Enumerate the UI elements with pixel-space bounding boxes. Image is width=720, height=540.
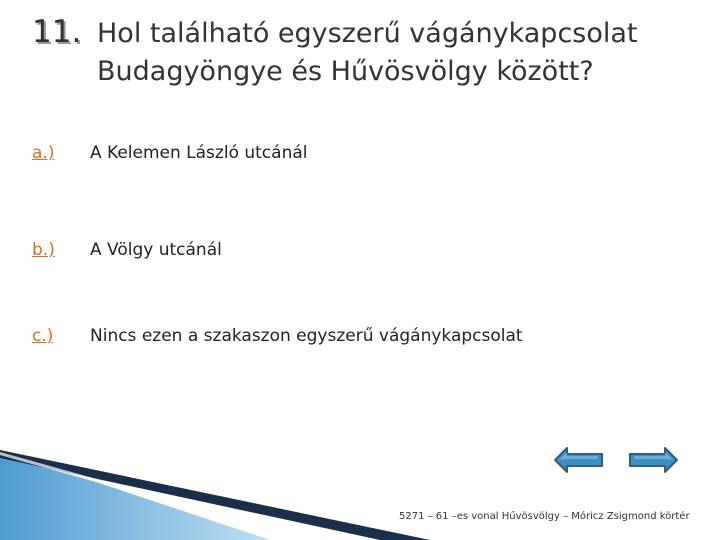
footer-decoration — [0, 450, 720, 540]
answer-option-b[interactable] — [0, 240, 720, 270]
back-button[interactable] — [553, 445, 605, 479]
answer-text-c: Nincs ezen a szakaszon egyszerű vágánykapcsolat — [90, 326, 523, 346]
arrow-left-icon — [553, 445, 605, 475]
answer-letter-c[interactable]: c.) — [32, 326, 54, 346]
footer-caption: 5271 – 61 –es vonal Hűvösvölgy – Móricz Zsigmond körtér — [399, 511, 690, 522]
answer-letter-a[interactable]: a.) — [32, 143, 55, 163]
answer-option-c[interactable] — [0, 326, 720, 356]
answer-text-a: A Kelemen László utcánál — [90, 143, 308, 163]
question-number: 11. — [32, 14, 82, 50]
arrow-right-icon — [627, 445, 679, 475]
answer-text-b: A Völgy utcánál — [90, 240, 222, 260]
question-title-line1: Hol található egyszerű vágánykapcsolat — [97, 18, 638, 49]
answer-letter-b[interactable]: b.) — [32, 240, 55, 260]
question-title — [97, 15, 697, 91]
answer-option-a[interactable] — [0, 143, 720, 173]
forward-button[interactable] — [627, 445, 679, 479]
question-title-line2: Budagyöngye és Hűvösvölgy között? — [97, 56, 594, 87]
